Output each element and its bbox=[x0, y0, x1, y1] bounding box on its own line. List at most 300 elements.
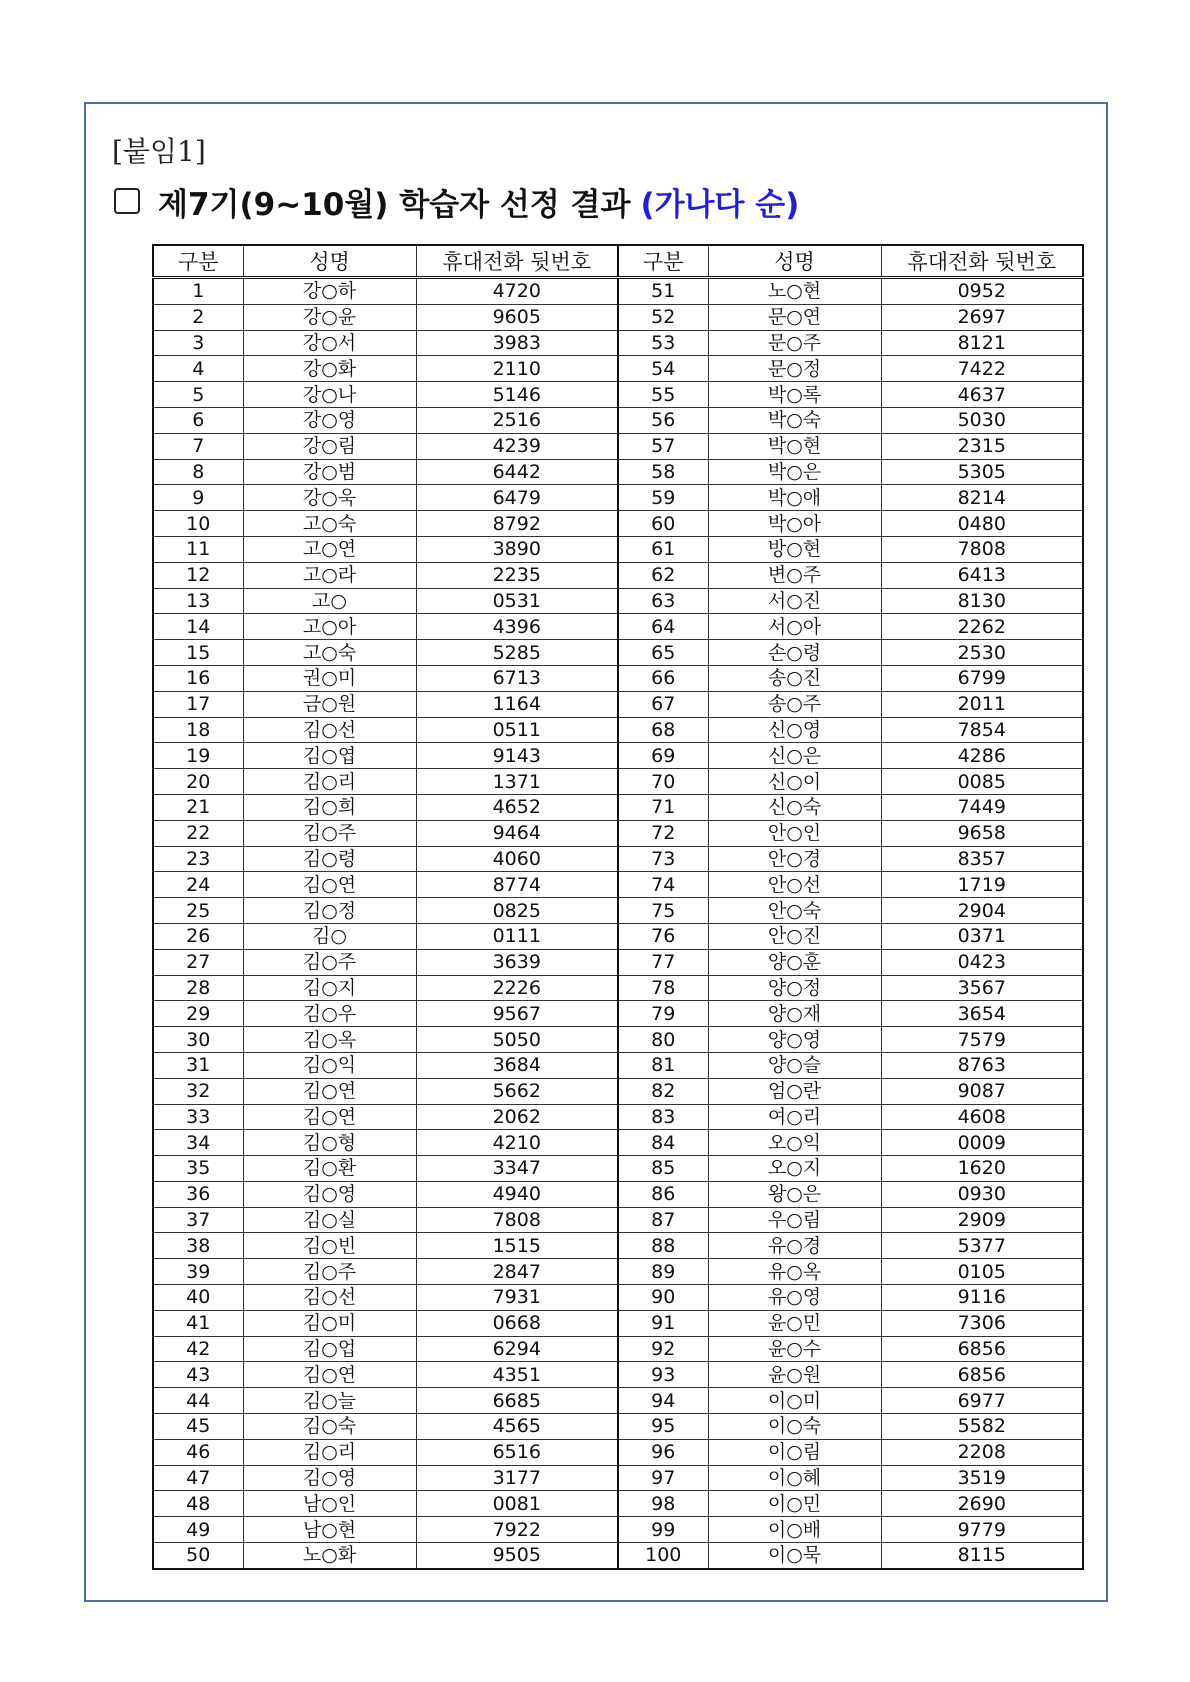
cell-name: 양○영 bbox=[708, 1027, 881, 1053]
cell-name: 이○림 bbox=[708, 1439, 881, 1465]
cell-name: 고○아 bbox=[243, 614, 416, 640]
cell-phone: 2062 bbox=[416, 1104, 618, 1130]
cell-name: 엄○란 bbox=[708, 1078, 881, 1104]
cell-number: 60 bbox=[618, 511, 708, 537]
cell-phone: 0009 bbox=[881, 1130, 1083, 1156]
cell-phone: 5146 bbox=[416, 382, 618, 408]
cell-number: 34 bbox=[153, 1130, 243, 1156]
cell-phone: 6516 bbox=[416, 1439, 618, 1465]
cell-phone: 0371 bbox=[881, 923, 1083, 949]
cell-number: 30 bbox=[153, 1027, 243, 1053]
column-header-name: 성명 bbox=[708, 245, 881, 278]
cell-name: 박○현 bbox=[708, 433, 881, 459]
cell-name: 김○지 bbox=[243, 975, 416, 1001]
table-row bbox=[153, 1130, 1083, 1156]
cell-phone: 0081 bbox=[416, 1491, 618, 1517]
cell-phone: 2690 bbox=[881, 1491, 1083, 1517]
cell-phone: 7449 bbox=[881, 794, 1083, 820]
cell-name: 김○빈 bbox=[243, 1233, 416, 1259]
cell-number: 25 bbox=[153, 898, 243, 924]
table-row bbox=[153, 1285, 1083, 1311]
table-row bbox=[153, 1078, 1083, 1104]
cell-number: 92 bbox=[618, 1336, 708, 1362]
cell-phone: 6685 bbox=[416, 1388, 618, 1414]
column-header-phone: 휴대전화 뒷번호 bbox=[416, 245, 618, 278]
cell-name: 이○혜 bbox=[708, 1465, 881, 1491]
cell-name: 안○경 bbox=[708, 846, 881, 872]
cell-number: 48 bbox=[153, 1491, 243, 1517]
cell-name: 강○하 bbox=[243, 278, 416, 305]
cell-number: 56 bbox=[618, 407, 708, 433]
table-row bbox=[153, 278, 1083, 305]
cell-name: 이○민 bbox=[708, 1491, 881, 1517]
cell-phone: 6977 bbox=[881, 1388, 1083, 1414]
cell-name: 윤○원 bbox=[708, 1362, 881, 1388]
cell-name: 양○슬 bbox=[708, 1052, 881, 1078]
cell-number: 36 bbox=[153, 1181, 243, 1207]
cell-phone: 8774 bbox=[416, 872, 618, 898]
cell-number: 33 bbox=[153, 1104, 243, 1130]
cell-number: 46 bbox=[153, 1439, 243, 1465]
cell-number: 35 bbox=[153, 1156, 243, 1182]
cell-name: 김○영 bbox=[243, 1181, 416, 1207]
table-row bbox=[153, 304, 1083, 330]
cell-name: 박○애 bbox=[708, 485, 881, 511]
table-row bbox=[153, 1207, 1083, 1233]
cell-name: 강○화 bbox=[243, 356, 416, 382]
cell-phone: 3567 bbox=[881, 975, 1083, 1001]
table-row bbox=[153, 1388, 1083, 1414]
cell-phone: 8115 bbox=[881, 1543, 1083, 1569]
cell-name: 김○익 bbox=[243, 1052, 416, 1078]
cell-name: 강○영 bbox=[243, 407, 416, 433]
cell-number: 87 bbox=[618, 1207, 708, 1233]
table-row bbox=[153, 485, 1083, 511]
cell-phone: 3890 bbox=[416, 536, 618, 562]
table-row bbox=[153, 511, 1083, 537]
cell-number: 17 bbox=[153, 691, 243, 717]
cell-number: 13 bbox=[153, 588, 243, 614]
cell-phone: 0480 bbox=[881, 511, 1083, 537]
table-row bbox=[153, 846, 1083, 872]
cell-name: 김○실 bbox=[243, 1207, 416, 1233]
cell-name: 김○선 bbox=[243, 1285, 416, 1311]
cell-number: 61 bbox=[618, 536, 708, 562]
table-row bbox=[153, 640, 1083, 666]
cell-name: 방○현 bbox=[708, 536, 881, 562]
table-row bbox=[153, 820, 1083, 846]
cell-name: 문○주 bbox=[708, 330, 881, 356]
cell-phone: 2516 bbox=[416, 407, 618, 433]
cell-phone: 0105 bbox=[881, 1259, 1083, 1285]
cell-number: 32 bbox=[153, 1078, 243, 1104]
table-row bbox=[153, 1156, 1083, 1182]
cell-number: 47 bbox=[153, 1465, 243, 1491]
table-row bbox=[153, 1465, 1083, 1491]
table-row bbox=[153, 407, 1083, 433]
cell-number: 67 bbox=[618, 691, 708, 717]
cell-number: 59 bbox=[618, 485, 708, 511]
cell-name: 김○우 bbox=[243, 1001, 416, 1027]
cell-name: 김○숙 bbox=[243, 1414, 416, 1440]
table-row bbox=[153, 1181, 1083, 1207]
cell-name: 김○정 bbox=[243, 898, 416, 924]
cell-name: 이○묵 bbox=[708, 1543, 881, 1569]
cell-phone: 4286 bbox=[881, 743, 1083, 769]
cell-number: 76 bbox=[618, 923, 708, 949]
table-row bbox=[153, 975, 1083, 1001]
cell-name: 김○주 bbox=[243, 1259, 416, 1285]
cell-phone: 8130 bbox=[881, 588, 1083, 614]
cell-name: 박○은 bbox=[708, 459, 881, 485]
cell-number: 77 bbox=[618, 949, 708, 975]
cell-number: 44 bbox=[153, 1388, 243, 1414]
table-row bbox=[153, 1543, 1083, 1569]
cell-phone: 4608 bbox=[881, 1104, 1083, 1130]
cell-number: 66 bbox=[618, 665, 708, 691]
cell-phone: 7306 bbox=[881, 1310, 1083, 1336]
cell-phone: 6856 bbox=[881, 1362, 1083, 1388]
cell-number: 19 bbox=[153, 743, 243, 769]
cell-number: 28 bbox=[153, 975, 243, 1001]
table-row bbox=[153, 1027, 1083, 1053]
cell-name: 유○옥 bbox=[708, 1259, 881, 1285]
cell-number: 26 bbox=[153, 923, 243, 949]
cell-number: 39 bbox=[153, 1259, 243, 1285]
cell-number: 68 bbox=[618, 717, 708, 743]
cell-number: 43 bbox=[153, 1362, 243, 1388]
cell-name: 유○영 bbox=[708, 1285, 881, 1311]
cell-number: 2 bbox=[153, 304, 243, 330]
cell-phone: 3983 bbox=[416, 330, 618, 356]
cell-phone: 5305 bbox=[881, 459, 1083, 485]
cell-number: 16 bbox=[153, 665, 243, 691]
cell-number: 81 bbox=[618, 1052, 708, 1078]
cell-number: 98 bbox=[618, 1491, 708, 1517]
cell-phone: 0531 bbox=[416, 588, 618, 614]
cell-phone: 6713 bbox=[416, 665, 618, 691]
cell-name: 김○주 bbox=[243, 820, 416, 846]
cell-name: 김○옥 bbox=[243, 1027, 416, 1053]
cell-number: 27 bbox=[153, 949, 243, 975]
cell-name: 김○형 bbox=[243, 1130, 416, 1156]
table-row bbox=[153, 717, 1083, 743]
cell-number: 70 bbox=[618, 769, 708, 795]
table-row bbox=[153, 1233, 1083, 1259]
cell-phone: 0423 bbox=[881, 949, 1083, 975]
cell-name: 여○리 bbox=[708, 1104, 881, 1130]
cell-phone: 7922 bbox=[416, 1517, 618, 1543]
cell-name: 문○정 bbox=[708, 356, 881, 382]
cell-name: 신○이 bbox=[708, 769, 881, 795]
table-row bbox=[153, 356, 1083, 382]
cell-name: 노○화 bbox=[243, 1543, 416, 1569]
cell-number: 29 bbox=[153, 1001, 243, 1027]
cell-number: 78 bbox=[618, 975, 708, 1001]
cell-number: 6 bbox=[153, 407, 243, 433]
column-header-phone: 휴대전화 뒷번호 bbox=[881, 245, 1083, 278]
cell-number: 20 bbox=[153, 769, 243, 795]
table-row bbox=[153, 562, 1083, 588]
cell-phone: 7931 bbox=[416, 1285, 618, 1311]
table-row bbox=[153, 1052, 1083, 1078]
cell-phone: 2011 bbox=[881, 691, 1083, 717]
cell-name: 강○욱 bbox=[243, 485, 416, 511]
cell-name: 이○숙 bbox=[708, 1414, 881, 1440]
cell-number: 42 bbox=[153, 1336, 243, 1362]
table-row bbox=[153, 614, 1083, 640]
table-row bbox=[153, 769, 1083, 795]
cell-number: 50 bbox=[153, 1543, 243, 1569]
table-row bbox=[153, 382, 1083, 408]
table-row bbox=[153, 872, 1083, 898]
cell-phone: 5285 bbox=[416, 640, 618, 666]
cell-phone: 2226 bbox=[416, 975, 618, 1001]
cell-name: 김○리 bbox=[243, 769, 416, 795]
cell-name: 윤○민 bbox=[708, 1310, 881, 1336]
checkbox-icon bbox=[114, 188, 140, 214]
table-row bbox=[153, 1517, 1083, 1543]
selection-results-table bbox=[152, 244, 1084, 1570]
cell-phone: 7422 bbox=[881, 356, 1083, 382]
cell-number: 80 bbox=[618, 1027, 708, 1053]
cell-phone: 2110 bbox=[416, 356, 618, 382]
cell-phone: 2847 bbox=[416, 1259, 618, 1285]
cell-name: 고○연 bbox=[243, 536, 416, 562]
cell-phone: 6479 bbox=[416, 485, 618, 511]
cell-number: 55 bbox=[618, 382, 708, 408]
cell-phone: 6413 bbox=[881, 562, 1083, 588]
cell-number: 24 bbox=[153, 872, 243, 898]
cell-phone: 2904 bbox=[881, 898, 1083, 924]
cell-name: 양○훈 bbox=[708, 949, 881, 975]
cell-name: 우○림 bbox=[708, 1207, 881, 1233]
cell-number: 82 bbox=[618, 1078, 708, 1104]
cell-number: 90 bbox=[618, 1285, 708, 1311]
cell-name: 안○인 bbox=[708, 820, 881, 846]
table-header-row bbox=[153, 245, 1083, 278]
cell-number: 85 bbox=[618, 1156, 708, 1182]
cell-phone: 4239 bbox=[416, 433, 618, 459]
cell-name: 박○록 bbox=[708, 382, 881, 408]
table-row bbox=[153, 1362, 1083, 1388]
cell-phone: 0668 bbox=[416, 1310, 618, 1336]
cell-number: 7 bbox=[153, 433, 243, 459]
table-row bbox=[153, 330, 1083, 356]
cell-phone: 8121 bbox=[881, 330, 1083, 356]
cell-phone: 1164 bbox=[416, 691, 618, 717]
cell-phone: 0085 bbox=[881, 769, 1083, 795]
cell-name: 김○주 bbox=[243, 949, 416, 975]
cell-phone: 6294 bbox=[416, 1336, 618, 1362]
cell-name: 윤○수 bbox=[708, 1336, 881, 1362]
cell-number: 95 bbox=[618, 1414, 708, 1440]
cell-phone: 9567 bbox=[416, 1001, 618, 1027]
cell-phone: 4940 bbox=[416, 1181, 618, 1207]
table-row bbox=[153, 459, 1083, 485]
cell-number: 4 bbox=[153, 356, 243, 382]
cell-phone: 6856 bbox=[881, 1336, 1083, 1362]
cell-phone: 2262 bbox=[881, 614, 1083, 640]
cell-number: 97 bbox=[618, 1465, 708, 1491]
title-accent: (가나다 순) bbox=[640, 186, 800, 223]
cell-name: 문○연 bbox=[708, 304, 881, 330]
cell-number: 37 bbox=[153, 1207, 243, 1233]
cell-number: 88 bbox=[618, 1233, 708, 1259]
cell-phone: 7808 bbox=[881, 536, 1083, 562]
table-row bbox=[153, 691, 1083, 717]
cell-number: 11 bbox=[153, 536, 243, 562]
cell-phone: 0930 bbox=[881, 1181, 1083, 1207]
cell-number: 14 bbox=[153, 614, 243, 640]
cell-name: 김○연 bbox=[243, 1362, 416, 1388]
cell-number: 5 bbox=[153, 382, 243, 408]
cell-name: 고○숙 bbox=[243, 511, 416, 537]
cell-name: 신○영 bbox=[708, 717, 881, 743]
table-row bbox=[153, 898, 1083, 924]
cell-name: 김○늘 bbox=[243, 1388, 416, 1414]
cell-number: 1 bbox=[153, 278, 243, 305]
table-row bbox=[153, 949, 1083, 975]
table-row bbox=[153, 665, 1083, 691]
cell-name: 강○범 bbox=[243, 459, 416, 485]
cell-phone: 0511 bbox=[416, 717, 618, 743]
column-header-number: 구분 bbox=[153, 245, 243, 278]
table-row bbox=[153, 1336, 1083, 1362]
cell-number: 3 bbox=[153, 330, 243, 356]
cell-phone: 4565 bbox=[416, 1414, 618, 1440]
cell-number: 96 bbox=[618, 1439, 708, 1465]
cell-phone: 3177 bbox=[416, 1465, 618, 1491]
cell-phone: 1371 bbox=[416, 769, 618, 795]
cell-name: 김○영 bbox=[243, 1465, 416, 1491]
cell-phone: 0111 bbox=[416, 923, 618, 949]
cell-number: 54 bbox=[618, 356, 708, 382]
cell-number: 94 bbox=[618, 1388, 708, 1414]
cell-phone: 2909 bbox=[881, 1207, 1083, 1233]
cell-name: 강○림 bbox=[243, 433, 416, 459]
cell-number: 65 bbox=[618, 640, 708, 666]
cell-phone: 8763 bbox=[881, 1052, 1083, 1078]
cell-number: 10 bbox=[153, 511, 243, 537]
cell-phone: 7808 bbox=[416, 1207, 618, 1233]
cell-number: 62 bbox=[618, 562, 708, 588]
cell-name: 강○윤 bbox=[243, 304, 416, 330]
cell-phone: 8214 bbox=[881, 485, 1083, 511]
cell-number: 18 bbox=[153, 717, 243, 743]
attachment-label: [붙임1] bbox=[112, 135, 206, 168]
cell-name: 양○재 bbox=[708, 1001, 881, 1027]
cell-number: 86 bbox=[618, 1181, 708, 1207]
table-row bbox=[153, 743, 1083, 769]
cell-phone: 8357 bbox=[881, 846, 1083, 872]
cell-name: 고○라 bbox=[243, 562, 416, 588]
cell-phone: 5582 bbox=[881, 1414, 1083, 1440]
cell-name: 김○연 bbox=[243, 1078, 416, 1104]
cell-phone: 9116 bbox=[881, 1285, 1083, 1311]
cell-number: 83 bbox=[618, 1104, 708, 1130]
cell-number: 75 bbox=[618, 898, 708, 924]
table-row bbox=[153, 1310, 1083, 1336]
cell-number: 22 bbox=[153, 820, 243, 846]
cell-phone: 4396 bbox=[416, 614, 618, 640]
cell-phone: 4351 bbox=[416, 1362, 618, 1388]
cell-number: 73 bbox=[618, 846, 708, 872]
cell-name: 금○원 bbox=[243, 691, 416, 717]
cell-number: 64 bbox=[618, 614, 708, 640]
cell-phone: 5662 bbox=[416, 1078, 618, 1104]
cell-phone: 4637 bbox=[881, 382, 1083, 408]
cell-number: 91 bbox=[618, 1310, 708, 1336]
cell-phone: 9779 bbox=[881, 1517, 1083, 1543]
cell-phone: 0825 bbox=[416, 898, 618, 924]
cell-phone: 3654 bbox=[881, 1001, 1083, 1027]
cell-phone: 6442 bbox=[416, 459, 618, 485]
table-row bbox=[153, 923, 1083, 949]
cell-phone: 3639 bbox=[416, 949, 618, 975]
cell-number: 72 bbox=[618, 820, 708, 846]
table-row bbox=[153, 1259, 1083, 1285]
cell-phone: 9605 bbox=[416, 304, 618, 330]
cell-number: 21 bbox=[153, 794, 243, 820]
table-row bbox=[153, 1491, 1083, 1517]
cell-name: 안○숙 bbox=[708, 898, 881, 924]
cell-number: 100 bbox=[618, 1543, 708, 1569]
cell-number: 49 bbox=[153, 1517, 243, 1543]
cell-phone: 9464 bbox=[416, 820, 618, 846]
column-header-name: 성명 bbox=[243, 245, 416, 278]
cell-phone: 9087 bbox=[881, 1078, 1083, 1104]
cell-phone: 5050 bbox=[416, 1027, 618, 1053]
cell-name: 서○진 bbox=[708, 588, 881, 614]
cell-phone: 2235 bbox=[416, 562, 618, 588]
cell-name: 손○령 bbox=[708, 640, 881, 666]
cell-phone: 4652 bbox=[416, 794, 618, 820]
cell-number: 69 bbox=[618, 743, 708, 769]
cell-phone: 7579 bbox=[881, 1027, 1083, 1053]
cell-name: 김○리 bbox=[243, 1439, 416, 1465]
cell-name: 변○주 bbox=[708, 562, 881, 588]
cell-phone: 0952 bbox=[881, 278, 1083, 305]
cell-number: 71 bbox=[618, 794, 708, 820]
cell-phone: 1719 bbox=[881, 872, 1083, 898]
cell-number: 40 bbox=[153, 1285, 243, 1311]
cell-name: 유○경 bbox=[708, 1233, 881, 1259]
table-row bbox=[153, 794, 1083, 820]
table-body bbox=[153, 278, 1083, 1569]
cell-phone: 7854 bbox=[881, 717, 1083, 743]
cell-name: 김○미 bbox=[243, 1310, 416, 1336]
cell-number: 53 bbox=[618, 330, 708, 356]
cell-phone: 5030 bbox=[881, 407, 1083, 433]
cell-phone: 1515 bbox=[416, 1233, 618, 1259]
cell-phone: 2208 bbox=[881, 1439, 1083, 1465]
table-row bbox=[153, 588, 1083, 614]
cell-name: 신○숙 bbox=[708, 794, 881, 820]
cell-number: 38 bbox=[153, 1233, 243, 1259]
cell-phone: 9143 bbox=[416, 743, 618, 769]
table-row bbox=[153, 433, 1083, 459]
cell-name: 김○령 bbox=[243, 846, 416, 872]
cell-phone: 8792 bbox=[416, 511, 618, 537]
cell-number: 41 bbox=[153, 1310, 243, 1336]
cell-number: 52 bbox=[618, 304, 708, 330]
cell-name: 김○연 bbox=[243, 872, 416, 898]
cell-phone: 4060 bbox=[416, 846, 618, 872]
cell-name: 권○미 bbox=[243, 665, 416, 691]
cell-name: 고○ bbox=[243, 588, 416, 614]
cell-name: 김○업 bbox=[243, 1336, 416, 1362]
